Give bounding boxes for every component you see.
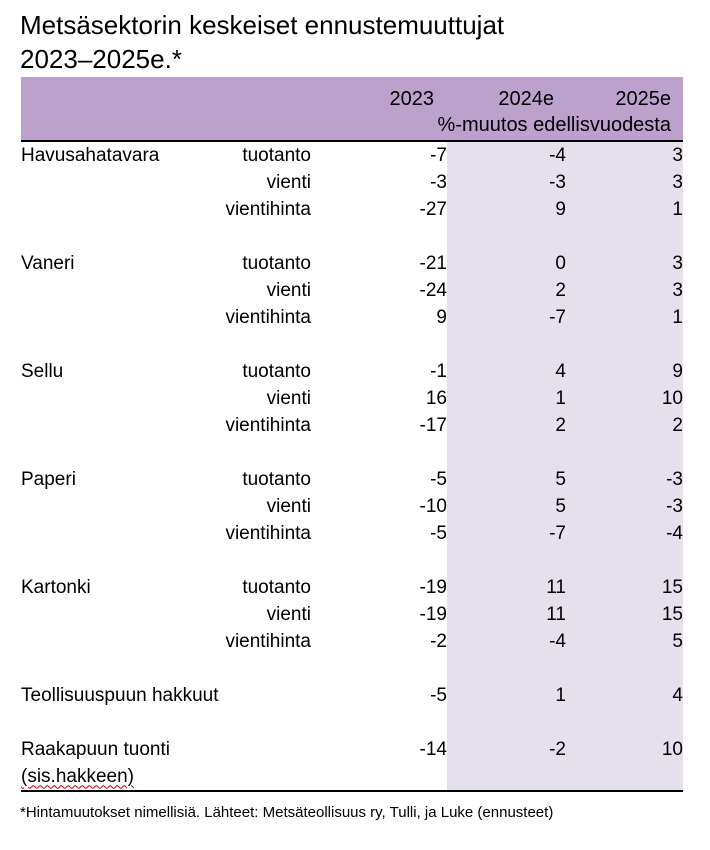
col-header-2024e: 2024e — [498, 88, 554, 110]
value-cell-2025e: 2 — [566, 412, 683, 439]
spacer-cell-shaded — [447, 655, 566, 682]
table-header-years-row — [21, 86, 683, 112]
value-cell-2024e: 9 — [447, 196, 566, 223]
table-row — [21, 196, 683, 223]
table-row — [21, 574, 683, 601]
value-cell-2023: -24 — [419, 279, 447, 301]
spacer-cell-shaded — [447, 223, 566, 250]
table-header-band — [21, 77, 683, 142]
spacer-cell-shaded — [566, 655, 683, 682]
spacer-cell — [21, 439, 447, 466]
spacer-cell-shaded — [447, 547, 566, 574]
value-cell-2023: -5 — [430, 468, 447, 490]
value-cell-2024e: 1 — [447, 682, 566, 709]
table-row — [21, 601, 683, 628]
value-cell-2023: -5 — [430, 684, 447, 706]
value-cell-2023: -19 — [419, 576, 447, 598]
category-cell — [21, 169, 171, 196]
value-cell-2025e: -3 — [566, 493, 683, 520]
spacer-row — [21, 655, 683, 682]
spacer-cell-shaded — [566, 709, 683, 736]
metric-cell: vienti — [266, 279, 311, 301]
spacer-cell-shaded — [566, 223, 683, 250]
value-cell-2023: 9 — [436, 306, 447, 328]
page-title — [20, 8, 504, 76]
spacer-cell — [21, 547, 447, 574]
category-cell — [21, 196, 171, 223]
value-cell-2024e: 4 — [447, 358, 566, 385]
value-cell-2024e: 11 — [447, 574, 566, 601]
value-cell-2024e: 0 — [447, 250, 566, 277]
metric-cell: vientihinta — [225, 306, 311, 328]
col-header-2025e: 2025e — [615, 88, 671, 110]
table-row — [21, 385, 683, 412]
spacer-cell — [21, 655, 447, 682]
value-cell-2025e: 10 — [566, 736, 683, 763]
value-cell-2025e: 3 — [566, 169, 683, 196]
page-title-line1: Metsäsektorin keskeiset ennustemuuttujat — [20, 10, 505, 40]
value-cell-2023: -14 — [419, 738, 447, 760]
table-row — [21, 304, 683, 331]
category-cell — [21, 304, 171, 331]
table-row — [21, 493, 683, 520]
value-cell-2024e: 5 — [447, 466, 566, 493]
spacer-cell — [21, 709, 447, 736]
value-cell-2024e: -4 — [447, 142, 566, 169]
value-cell-2023: -7 — [430, 144, 447, 166]
value-cell-2023: -2 — [430, 630, 447, 652]
metric-cell: vientihinta — [225, 198, 311, 220]
value-cell-2024e: 1 — [447, 385, 566, 412]
spacer-cell-shaded — [447, 331, 566, 358]
table-row — [21, 682, 683, 709]
misspelled-text: (sis.hakkeen) — [21, 765, 134, 787]
col-header-2023: 2023 — [389, 88, 434, 110]
value-cell-2025e: -3 — [566, 466, 683, 493]
table-row — [21, 358, 683, 385]
category-cell — [21, 520, 171, 547]
spacer-cell-shaded — [447, 439, 566, 466]
table-row — [21, 412, 683, 439]
value-cell-2025e: 3 — [566, 250, 683, 277]
metric-cell: tuotanto — [242, 144, 311, 166]
value-cell-2025e: 5 — [566, 628, 683, 655]
metric-cell: vienti — [266, 387, 311, 409]
category-cell — [21, 412, 171, 439]
forecast-table — [21, 77, 683, 792]
metric-cell: tuotanto — [242, 360, 311, 382]
value-cell-2025e: 1 — [566, 304, 683, 331]
table-row — [21, 250, 683, 277]
value-cell-2024e: -4 — [447, 628, 566, 655]
table-body — [21, 142, 683, 792]
spacer-cell-shaded — [566, 547, 683, 574]
value-cell-2024e: -2 — [447, 736, 566, 763]
table-row — [21, 466, 683, 493]
value-cell-2024e: -7 — [447, 304, 566, 331]
spacer-row — [21, 439, 683, 466]
metric-cell: tuotanto — [242, 468, 311, 490]
metric-cell: vientihinta — [225, 522, 311, 544]
value-cell-2024e: 2 — [447, 277, 566, 304]
metric-cell: tuotanto — [242, 252, 311, 274]
value-cell-2024e: -7 — [447, 520, 566, 547]
spacer-row — [21, 709, 683, 736]
spacer-cell-shaded — [447, 709, 566, 736]
category-cell: Havusahatavara — [21, 144, 160, 166]
category-cell — [21, 493, 171, 520]
value-cell-2025e: 15 — [566, 601, 683, 628]
value-cell-2025e: 1 — [566, 196, 683, 223]
table-rows — [21, 142, 683, 791]
value-cell-2025e: 4 — [566, 682, 683, 709]
spacer-row — [21, 547, 683, 574]
value-cell-2024e: 11 — [447, 601, 566, 628]
category-cell: Raakapuun tuonti — [21, 738, 170, 760]
category-line2-cell — [21, 763, 311, 791]
page-title-line2: 2023–2025e.* — [20, 44, 182, 74]
category-cell: Teollisuuspuun hakkuut — [21, 684, 219, 706]
value-cell-2023: -5 — [430, 522, 447, 544]
category-cell — [21, 385, 171, 412]
metric-cell: vientihinta — [225, 414, 311, 436]
value-cell-2025e: -4 — [566, 520, 683, 547]
table-row — [21, 142, 683, 169]
table-row — [21, 736, 683, 763]
value-cell-2024e: 2 — [447, 412, 566, 439]
category-cell: Sellu — [21, 360, 64, 382]
value-cell-2025e: 3 — [566, 277, 683, 304]
table-row — [21, 277, 683, 304]
value-cell-2025e: 9 — [566, 358, 683, 385]
empty-value-cell-shaded — [566, 763, 683, 791]
spacer-cell — [21, 331, 447, 358]
category-cell: Vaneri — [21, 252, 75, 274]
value-cell-2023: -19 — [419, 603, 447, 625]
empty-value-cell — [311, 763, 447, 791]
metric-cell: vienti — [266, 603, 311, 625]
header-spacer — [21, 86, 311, 112]
spacer-cell — [21, 223, 447, 250]
value-cell-2023: 16 — [425, 387, 447, 409]
metric-cell: vientihinta — [225, 630, 311, 652]
value-cell-2023: -17 — [419, 414, 447, 436]
footnote: *Hintamuutokset nimellisiä. Lähteet: Metsäteollisuus ry, Tulli, ja Luke (ennusteet) — [20, 804, 554, 821]
metric-cell: vienti — [266, 171, 311, 193]
col-subheader: %-muutos edellisvuodesta — [437, 114, 671, 136]
value-cell-2023: -1 — [430, 360, 447, 382]
table-row — [21, 520, 683, 547]
value-cell-2025e: 3 — [566, 142, 683, 169]
metric-cell: vienti — [266, 495, 311, 517]
value-cell-2025e: 10 — [566, 385, 683, 412]
category-cell — [21, 277, 171, 304]
spacer-cell-shaded — [566, 331, 683, 358]
category-cell: Kartonki — [21, 576, 91, 598]
spacer-row — [21, 331, 683, 358]
category-continuation-row — [21, 763, 683, 791]
value-cell-2024e: -3 — [447, 169, 566, 196]
metric-cell: tuotanto — [242, 576, 311, 598]
table-row — [21, 169, 683, 196]
category-cell — [21, 601, 171, 628]
value-cell-2023: -10 — [419, 495, 447, 517]
value-cell-2023: -27 — [419, 198, 447, 220]
value-cell-2025e: 15 — [566, 574, 683, 601]
table-row — [21, 628, 683, 655]
value-cell-2024e: 5 — [447, 493, 566, 520]
value-cell-2023: -21 — [419, 252, 447, 274]
spacer-cell-shaded — [566, 439, 683, 466]
spacer-row — [21, 223, 683, 250]
category-cell — [21, 628, 171, 655]
value-cell-2023: -3 — [430, 171, 447, 193]
category-cell: Paperi — [21, 468, 76, 490]
empty-value-cell-shaded — [447, 763, 566, 791]
